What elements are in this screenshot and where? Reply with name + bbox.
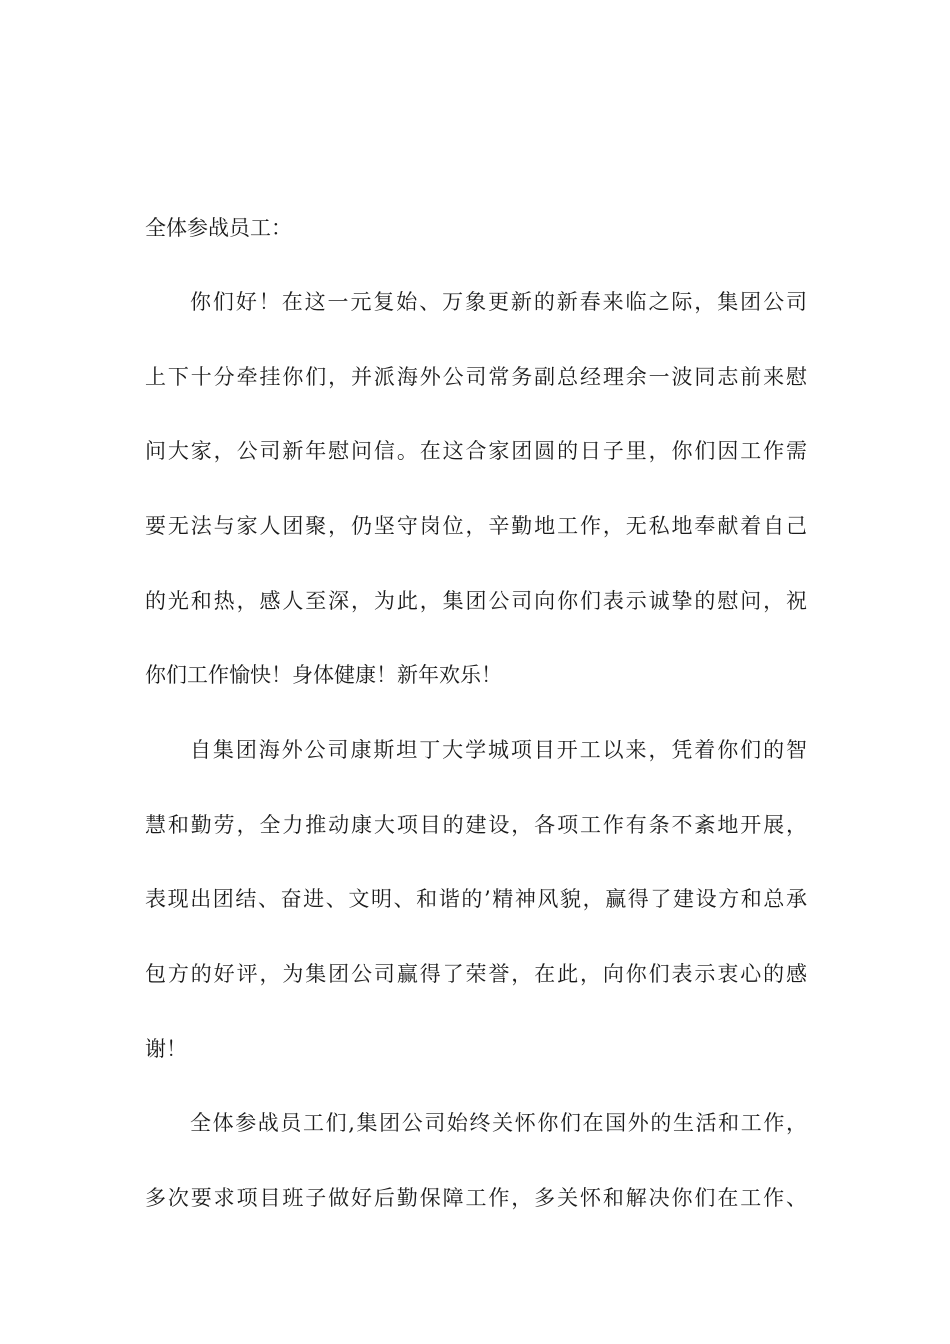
paragraph-2-line-2: 慧和勤劳，全力推动康大项目的建设，各项工作有条不紊地开展， bbox=[145, 813, 807, 837]
salutation: 全体参战员工： bbox=[145, 216, 292, 240]
paragraph-3-line-2: 多次要求项目班子做好后勤保障工作，多关怀和解决你们在工作、 bbox=[145, 1186, 807, 1210]
paragraph-2-line-4: 包方的好评，为集团公司赢得了荣誉，在此，向你们表示衷心的感 bbox=[145, 962, 807, 986]
paragraph-3-line-1: 全体参战员工们,集团公司始终关怀你们在国外的生活和工作， bbox=[190, 1111, 807, 1135]
paragraph-1-line-6: 你们工作愉快！身体健康！新年欢乐！ bbox=[145, 663, 502, 687]
paragraph-2-line-3: 表现出团结、奋进、文明、和谐的’精神风貌，赢得了建设方和总承 bbox=[145, 887, 807, 911]
paragraph-2-line-1: 自集团海外公司康斯坦丁大学城项目开工以来，凭着你们的智 bbox=[190, 738, 807, 762]
paragraph-1-line-2: 上下十分牵挂你们，并派海外公司常务副总经理余一波同志前来慰 bbox=[145, 365, 807, 389]
paragraph-1-line-5: 的光和热，感人至深，为此，集团公司向你们表示诚挚的慰问，祝 bbox=[145, 589, 807, 613]
paragraph-1-line-4: 要无法与家人团聚，仍坚守岗位，辛勤地工作，无私地奉献着自己 bbox=[145, 514, 807, 538]
paragraph-1-line-3: 问大家，公司新年慰问信。在这合家团圆的日子里，你们因工作需 bbox=[145, 439, 807, 463]
paragraph-2-line-5: 谢！ bbox=[145, 1037, 187, 1061]
paragraph-1-line-1: 你们好！在这一元复始、万象更新的新春来临之际，集团公司 bbox=[190, 290, 807, 314]
